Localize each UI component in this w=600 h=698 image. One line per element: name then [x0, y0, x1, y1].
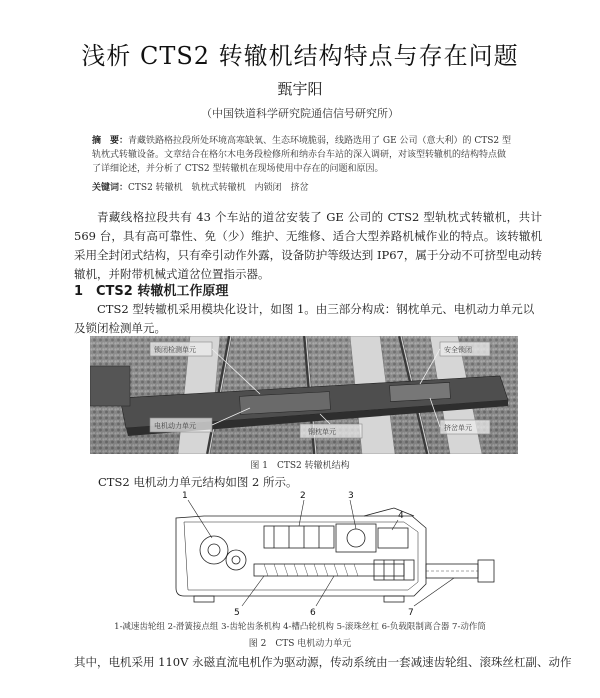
- figure1-caption: 图 1 CTS2 转辙机结构: [250, 461, 350, 471]
- keywords-text: CTS2 转辙机 轨枕式转辙机 内锁闭 挤岔: [128, 183, 309, 193]
- keywords-label: 关键词：: [92, 183, 129, 193]
- figure2-number: 6: [310, 608, 316, 618]
- figure1-label: 电机动力单元: [154, 422, 196, 430]
- abstract-text: 青藏铁路格拉段所处环境高寒缺氧、生态环境脆弱，线路选用了 GE 公司（意大利）的 CTS2 型轨枕式转辙设备。文章结合在格尔木电务段检修所和纳赤台车站的深入调研，对该型转辙机的结构特点做了详细论述，并分析了 CTS2 型转辙机在现场使用中存在的问题和原因。: [92, 136, 512, 174]
- section-title: CTS2 转辙机工作原理: [96, 284, 229, 299]
- abstract-label: 摘 要：: [92, 136, 129, 146]
- body-paragraph: 其中，电机采用 110V 永磁直流电机作为驱动源，传动系统由一套减速齿轮组、滚珠丝杠副、动作: [74, 655, 572, 669]
- author-affiliation: （中国铁道科学研究院通信信号研究所）: [201, 107, 399, 120]
- section-paragraph: CTS2 型转辙机采用模块化设计，如图 1。由三部分构成：钢枕单元、电机动力单元以及锁闭检测单元。: [74, 302, 535, 335]
- paper-title: 浅析 CTS2 转辙机结构特点与存在问题: [81, 42, 519, 70]
- keywords: [92, 180, 512, 193]
- figure1-label: 锁闭检测单元: [154, 346, 196, 354]
- figure2-parts-legend: 1-减速齿轮组 2-滑簧接点组 3-齿轮齿条机构 4-槽凸轮机构 5-滚珠丝杠 6-负载限制离合器 7-动作筒: [114, 622, 486, 632]
- figure2-number: 3: [348, 491, 354, 501]
- figure2-number: 7: [408, 608, 414, 618]
- section-heading: [74, 280, 228, 299]
- figure1-photo: [90, 336, 518, 454]
- intro-paragraph: 青藏线格拉段共有 43 个车站的道岔安装了 GE 公司的 CTS2 型轨枕式转辙机，共计 569 台，具有高可靠性、免（少）维护、无维修、适合大型养路机械作业的特点。该转辙机采用全封闭式结构，只有牵引动作外露，设备防护等级达到 IP67，属于分动不可挤型电动转辙机，并附带机械式道岔位置指示器。: [74, 210, 542, 281]
- figure2-number: 2: [300, 491, 306, 501]
- figure1-label: 挤岔单元: [444, 424, 472, 432]
- figure1-label: 钢枕单元: [308, 428, 336, 436]
- author-name: 甄宇阳: [277, 80, 323, 98]
- figure2-number: 1: [182, 491, 188, 501]
- figure2-intro: CTS2 电机动力单元结构如图 2 所示。: [98, 475, 298, 489]
- section-number: 1: [74, 284, 84, 299]
- figure2-caption: 图 2 CTS 电机动力单元: [248, 639, 352, 649]
- figure2-number: 5: [234, 608, 240, 618]
- figure2-number: 4: [398, 511, 404, 521]
- abstract: [92, 134, 512, 176]
- figure1-label: 安全锁闭: [444, 346, 472, 354]
- figure2-diagram: [164, 488, 504, 618]
